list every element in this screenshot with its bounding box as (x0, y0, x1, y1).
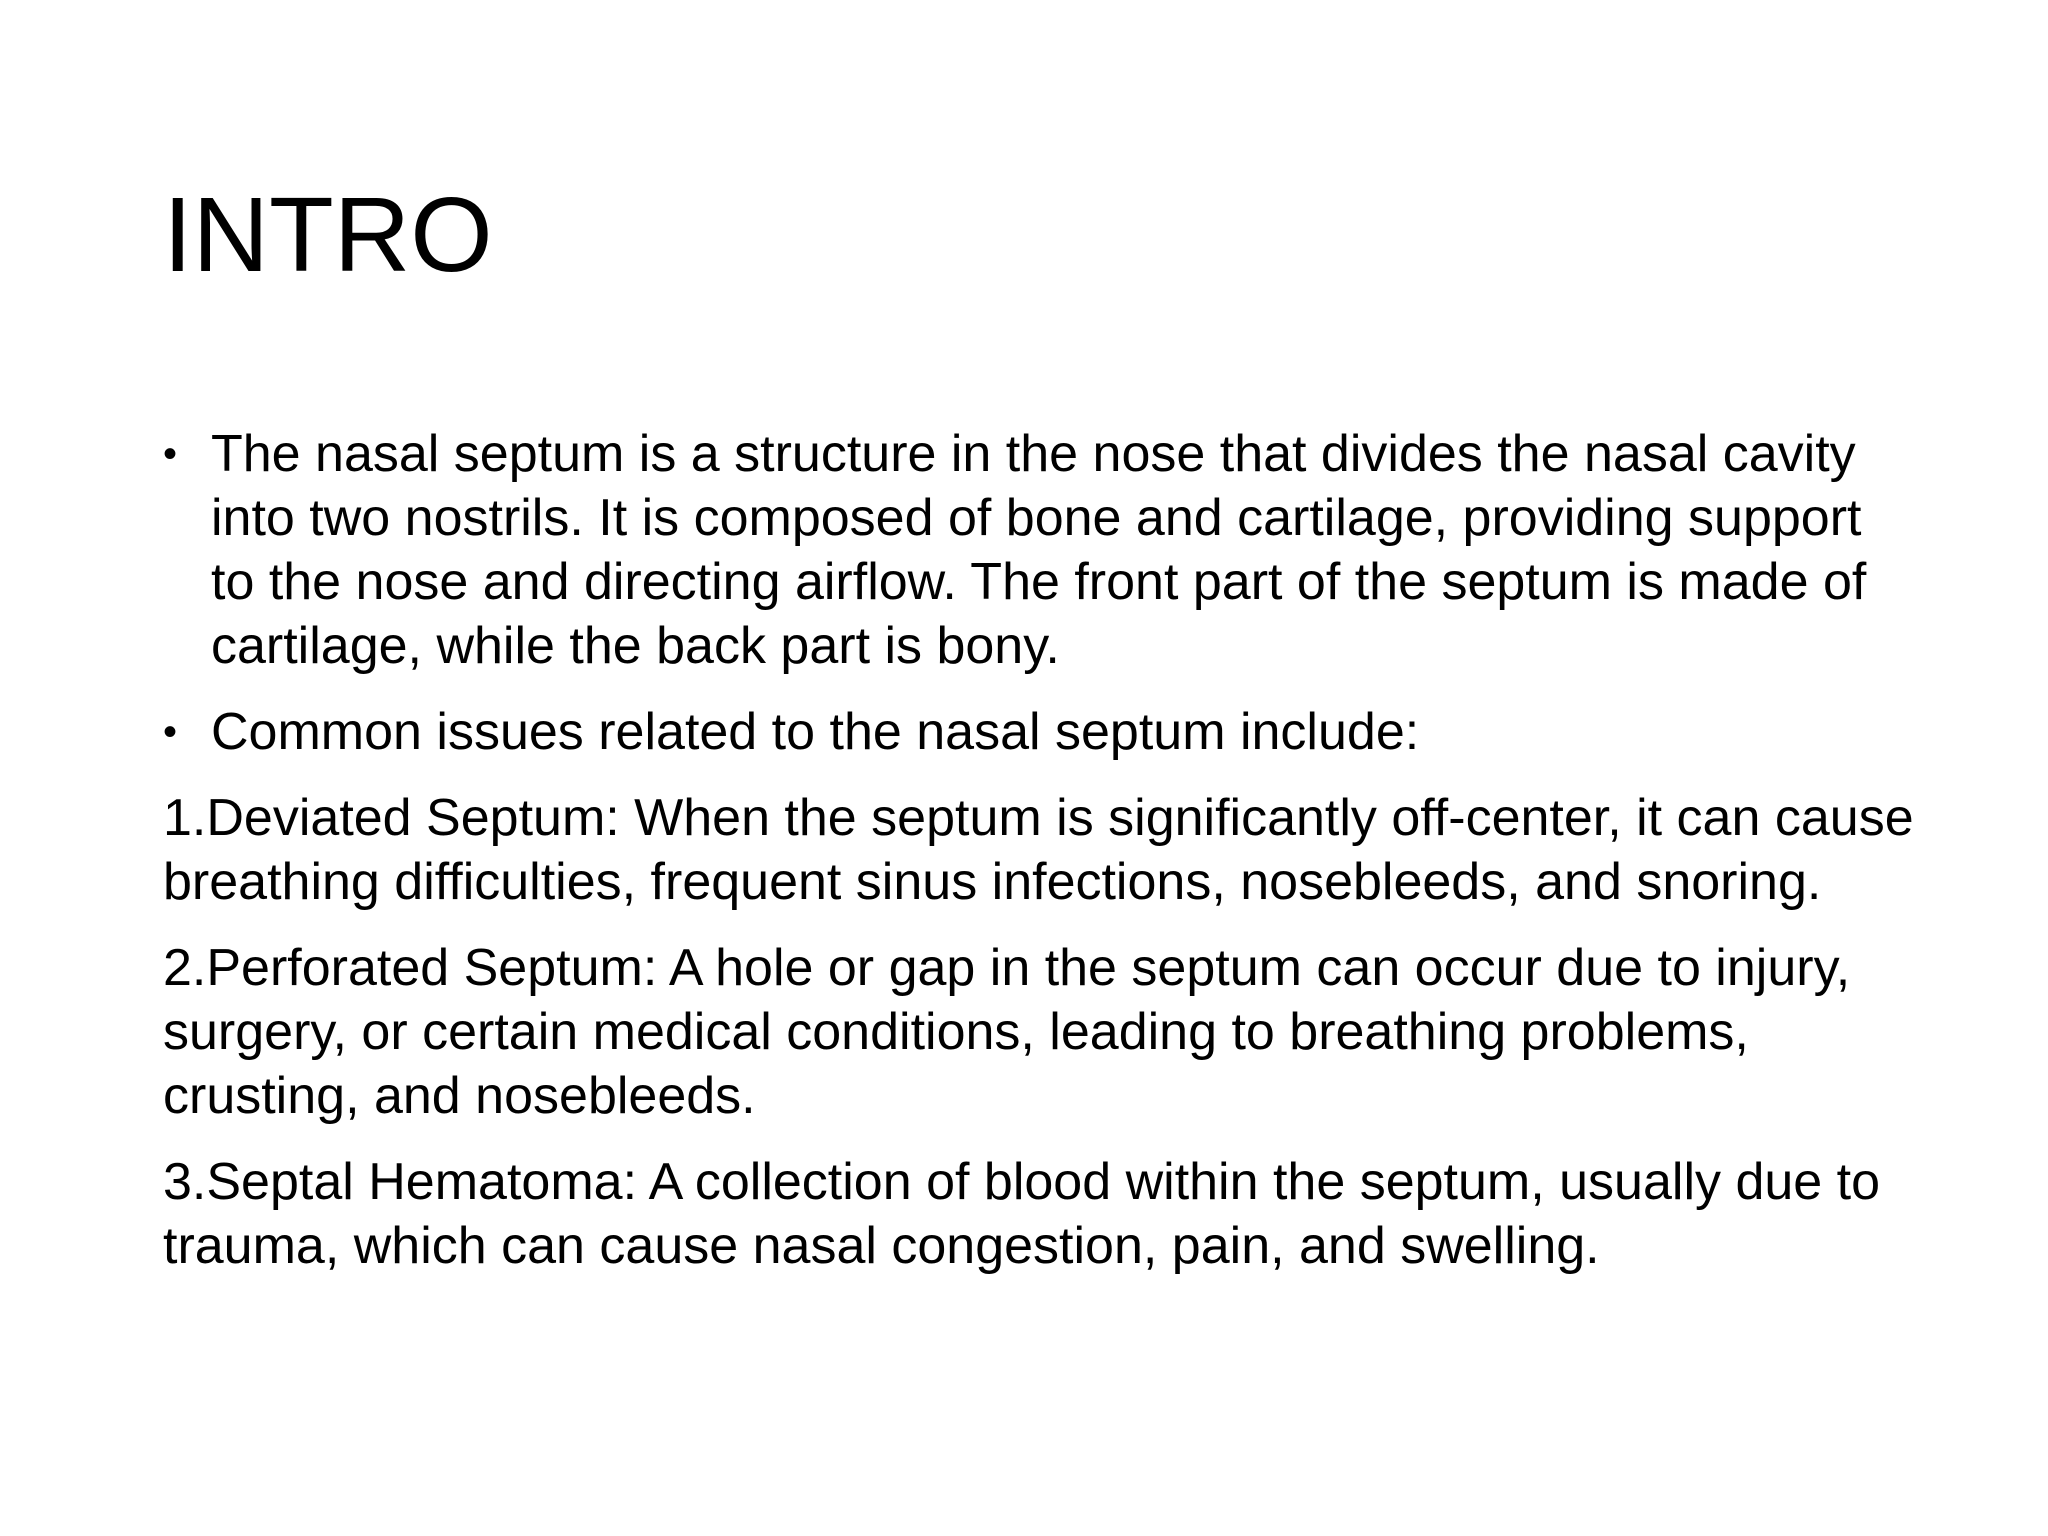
bullet-text: The nasal septum is a structure in the nose that divides the nasal cavity into two nostrils. It is composed of bone and cartilage, providing support to the nose and directing airflow. The front part of the septum is made of cartilage, while the back part is bony. (211, 425, 1867, 675)
bullet-item (163, 700, 1923, 764)
slide-title: INTRO (163, 176, 493, 294)
numbered-item: 2.Perforated Septum: A hole or gap in the septum can occur due to injury, surgery, or certain medical conditions, leading to breathing problems, crusting, and nosebleeds. (163, 939, 1851, 1125)
numbered-item: 3.Septal Hematoma: A collection of blood within the septum, usually due to trauma, which can cause nasal congestion, pain, and swelling. (163, 1153, 1881, 1275)
bullet-icon: • (163, 710, 178, 754)
bullet-icon: • (163, 432, 178, 476)
bullet-item (163, 422, 1911, 678)
numbered-item: 1.Deviated Septum: When the septum is significantly off-center, it can cause breathing difficulties, frequent sinus infections, nosebleeds, and snoring. (163, 789, 1914, 911)
slide-content (163, 422, 1923, 1300)
bullet-text: Common issues related to the nasal septum include: (211, 703, 1420, 761)
